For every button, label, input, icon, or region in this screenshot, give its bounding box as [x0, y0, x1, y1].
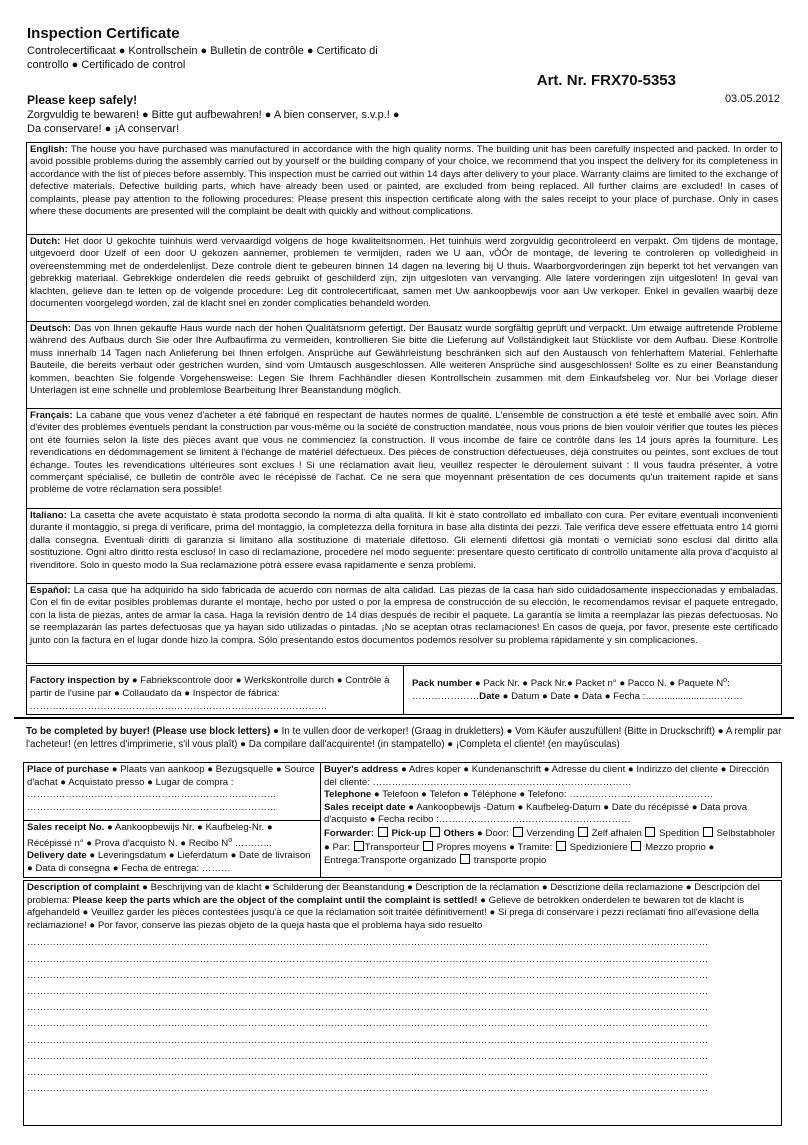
transporte-propio-checkbox[interactable] [460, 854, 470, 864]
complaint-line[interactable]: …………………………………………………………………………………………………………………………………………………………………………………………… [27, 969, 709, 981]
spedizioniere-checkbox[interactable] [556, 841, 566, 851]
notice-francais [27, 409, 781, 509]
complaint-line[interactable]: …………………………………………………………………………………………………………………………………………………………………………………………… [27, 1050, 709, 1062]
delivery-date-label: Delivery date [27, 850, 87, 862]
factory-inspection-field[interactable] [27, 666, 404, 714]
complaint-lines[interactable] [24, 933, 781, 1097]
complaint-label: Description of complaint [27, 882, 140, 893]
sales-receipt-no-dots: ………... [232, 837, 272, 849]
others-checkbox[interactable] [430, 827, 440, 837]
spedizioniere-label: Spedizioniere [566, 841, 631, 853]
sales-receipt-no-text: ● Aankoopbewijs Nr. ● Kaufbeleg-Nr. ● Récépissé n° ● Prova d'acquisto N. ● Recibo N [27, 822, 273, 849]
factory-inspection-text: ● Fabriekscontrole door ● Werkskontrolle durch ● Contrôle à partir de l'usine par ● Collaudato da ● Inspector de fábrica: [30, 675, 390, 699]
verzending-checkbox[interactable] [513, 827, 523, 837]
pack-number-text: ● Pack Nr. ● Pack Nr.● Packet n° ● Pacco N. ● Paquete N [472, 678, 724, 690]
notice-label: Dutch: [30, 236, 61, 247]
notice-text: Het door U gekochte tuinhuis werd vervaardigd volgens de hoge kwaliteitsnormen. Het tuinhuis werd zorgvuldig gecontroleerd en verpakt. Om tijdens de montage, uitgevoerd door Uzelf of een door U gekozen aannemer, problemen te vermijden, raden we U aan, vÓÓr de montage, de levering te controleren op volledigheid in overeenstemming met de onderdelenlijst. Deze controle dient te gebeuren binnen 14 dagen na levering bij U thuis. Waarborgvorderingen zijn beperkt tot het vervangen van gebrekkig materiaal. Gebrekkige onderdelen die reeds gebruikt of geschilderd zijn, zijn uitgesloten van vervanging. Alle latere vorderingen zijn uitgesloten! In geval van klachten, gelieve dan te letten op de volgende procedure: Leg dit controlecertificaat, samen met Uw aankoopbewijs voor aan Uw verkoper. Enkel in gevallen waarbij deze documenten voorgelegd worden, zal de klacht snel en zonder complicaties behandeld worden. [30, 236, 778, 310]
sales-receipt-no-sup: o [228, 836, 233, 844]
notice-text: La cabane que vous venez d'acheter a été fabriqué en respectant de hautes normes de qualité. L'ensemble de construction a été testé et emballé avec soin. Afin d'éviter des problèmes éventuels pendant la construction par vous-même ou la société de construction mandatée, nous vous prions de bien vouloir vérifier que toutes les pièces ont été fournies selon la liste des pièces avant que vous ne commenciez la construction. Il vous incombe de faire ce contrôle dans les 14 jours après la fourniture. Les revendications en dédommagement se limitent à l'échange de matériel défectueux. Des pièces de construction défectueuses, déjà construites ou peintes, sont exclues de tout échange. Toutes les revendications ultérieures sont exclues ! Si une réclamation avait lieu, veuillez respecter le déroulement suivant : Il vous faudra présenter, à votre commerçant spécialisé, ce bulletin de contrôle avec le récépissé de l'achat. Ce ne sera que moyennant présentation de ces documents qu'un traitement rapide et sans problème de votre réclamation sera possible! [30, 410, 778, 496]
pack-date-line [412, 690, 777, 703]
factory-inspection-dots: ………………………………………………………………………………… [30, 701, 328, 712]
complaint-line[interactable]: …………………………………………………………………………………………………………………………………………………………………………………………… [27, 1034, 709, 1046]
pack-number-label: Pack number [412, 678, 473, 690]
pack-number-colon: : [727, 678, 730, 690]
sales-receipt-date-text: ● Aankoopbewijs -Datum ● Kaufbeleg-Datum ● Date du récépissé ● Data prova d'acquisto ● Fecha recibo :…………………………………………………… [324, 801, 748, 826]
purchase-column [24, 763, 321, 877]
sales-receipt-date-label: Sales receipt date [324, 801, 406, 813]
buyer-instructions [26, 725, 782, 751]
notice-label: English: [30, 144, 68, 155]
notice-espanol [27, 584, 781, 663]
mezzo-proprio-label: Mezzo proprio ● Entrega:Transporte organizado [324, 841, 715, 867]
complaint-line[interactable]: …………………………………………………………………………………………………………………………………………………………………………………………… [27, 1083, 709, 1095]
complaint-line[interactable]: …………………………………………………………………………………………………………………………………………………………………………………………… [27, 937, 709, 949]
factory-inspection-box [26, 665, 782, 715]
buyer-column [321, 763, 781, 877]
article-number: Art. Nr. FRX70-5353 [536, 72, 676, 89]
notice-label: Italiano: [30, 510, 67, 521]
document-date: 03.05.2012 [724, 93, 780, 105]
propres-moyens-label: Propres moyens ● Tramite: [433, 841, 555, 853]
notice-label: Français: [30, 410, 73, 421]
sales-receipt-no-label: Sales receipt No. [27, 822, 105, 833]
place-of-purchase-field[interactable] [24, 763, 320, 821]
page-subtitle: Controlecertificaat ● Kontrollschein ● Bulletin de contrôle ● Certificato di controllo ● Certificado de control [27, 45, 378, 71]
selbstabholer-label: Selbstabholer ● Par: [324, 827, 776, 853]
complaint-keep-parts: Please keep the parts which are the object of the complaint until the complaint is settled! [72, 894, 478, 906]
language-notices [26, 142, 782, 664]
zelf-afhalen-checkbox[interactable] [578, 827, 588, 837]
buyer-details-box [23, 762, 782, 878]
door-text: ● Door: [474, 827, 512, 839]
notice-text: The house you have purchased was manufactured in accordance with the high quality norms. The building unit has been carefully inspected and packed. In order to avoid possible problems during the assembly carried out by yourself or the building company of your choice, we recommend that you inspect the delivery for its completeness in accordance with the list of pieces before assembly. This inspection must be carried out within 14 days after delivery to your place. Warranty claims are limited to the exchange of defective materials. Defective building parts, which have already been used or painted, are excluded from being replaced. All further claims are excluded! In cases of complaints, please pay attention to the following procedures: Please present this inspection certificate along with the sales receipt to your place of purchase. Only in cases where these documents are presented will the complaint be dealt with quickly and without complications. [30, 144, 778, 218]
page-title: Inspection Certificate [27, 25, 180, 42]
complaint-heading [24, 881, 781, 933]
complaint-line[interactable]: …………………………………………………………………………………………………………………………………………………………………………………………… [27, 1018, 709, 1030]
notice-label: Deutsch: [30, 323, 72, 334]
complaint-line[interactable]: …………………………………………………………………………………………………………………………………………………………………………………………… [27, 1002, 709, 1014]
others-label: Others [440, 827, 475, 839]
divider [14, 717, 794, 719]
zelf-afhalen-label: Zelf afhalen [589, 827, 645, 839]
transporteur-label: Transporteur [364, 841, 422, 853]
buyer-instructions-text: ● In te vullen door de verkoper! (Graag in drukletters) ● Vom Käufer auszufüllen! (Bitte in Druckschrift) ● A remplir par l'acheteur! (en lettres d'imprimerie, s'il vous plaît) ● Da compilare dall'acquirente! (in stampatello) ● ¡Completa el cliente! (en mayúsculas) [26, 726, 782, 750]
telephone-text: ● Telefoon ● Telefon ● Téléphone ● Telefono: ……………………………………… [371, 789, 714, 801]
notice-deutsch [27, 322, 781, 409]
transporteur-checkbox[interactable] [354, 841, 364, 851]
forwarder-options [324, 828, 775, 866]
place-of-purchase-label: Place of purchase [27, 764, 110, 775]
notice-text: La casetta che avete acquistato è stata prodotta secondo la norma di alta qualità. Il kit è stato controllato ed imballato con cura. Per evitare eventuali inconvenienti durante il montaggio, si prega di verificare, prima del montaggio, la completezza della fornitura in base alla distinta dei pezzi. Tale verifica deve essere effettuata entro 14 giorni dalla consegna. Eventuali diritti di garanzia si limitano alla sostituzione di materiale difettoso. Gli elementi difettosi già montati o verniciati sono esclusi dal diritto alla sostituzione. Ogni altro diritto resta escluso! In caso di reclamazione, procedere nel modo seguente: presentare questo certificato di controllo unitamente alla prova d'acquisto al rivenditore. Solo in questo modo la Sua reclamazione potrà essere evasa rapidamente e senza problemi. [30, 510, 778, 571]
keep-safely-heading: Please keep safely! [27, 93, 138, 107]
propres-moyens-checkbox[interactable] [423, 841, 433, 851]
pack-date-dots: ……...............………… [645, 691, 743, 703]
buyer-address-label: Buyer's address [324, 764, 399, 775]
pack-number-field[interactable] [404, 666, 781, 714]
factory-inspection-label: Factory inspection by [30, 675, 130, 686]
complaint-text: ● Beschrijving van de klacht ● Schilderung der Beanstandung ● Description de la réclamation ● Descrizione della reclamazione ● Descripción del problema: [27, 882, 760, 906]
place-of-purchase-dots: …………………………………………………………………… [27, 801, 277, 813]
transporte-propio-label: transporte propio [471, 855, 547, 867]
complaint-translations: ● Gelieve de betrokken onderdelen te bewaren tot de klacht is afgehandeld ● Veuillez garder les pièces contestées jusqu'à ce que la réclamation soit traitée définitivement! ● Si prega di conservare i pezzi reclamati fino all'evasione della reclamazione! ● Por favor, conserve las piezas objeto de la queja hasta que el problema haya sido resuelto [27, 894, 759, 931]
receipt-delivery-fields[interactable] [24, 821, 320, 876]
place-of-purchase-text: ● Plaats van aankoop ● Bezugsquelle ● Source d'achat ● Acquistato presso ● Lugar de compra : [27, 764, 315, 788]
delivery-date-text: ● Leveringsdatum ● Lieferdatum ● Date de livraison ● Data di consegna ● Fecha de entrega: ……… [27, 850, 311, 874]
telephone-label: Telephone [324, 789, 372, 801]
notice-english [27, 143, 781, 235]
complaint-line[interactable]: …………………………………………………………………………………………………………………………………………………………………………………………… [27, 1067, 709, 1078]
complaint-line[interactable]: …………………………………………………………………………………………………………………………………………………………………………………………… [27, 985, 709, 997]
complaint-line[interactable]: …………………………………………………………………………………………………………………………………………………………………………………………… [27, 953, 709, 965]
buyer-address-text: ● Adres koper ● Kundenanschrift ● Adresse du client ● Indirizzo del cliente ● Dirección del cliente: ……………………………………………………………………… [324, 764, 770, 788]
selbstabholer-checkbox[interactable] [703, 827, 713, 837]
notice-text: Das von Ihnen gekaufte Haus wurde nach der hohen Qualitätsnorm gefertigt. Der Bausatz wurde sorgfältig geprüft und verpackt. Um etwaige auftretende Probleme während des Aufbaus durch Sie oder Ihre Aufbaufirma zu vermeiden, kontrollieren Sie bitte die Lieferung auf Vollständigkeit laut Stückliste vor dem Aufbau. Diese Kontrolle muss innerhalb 14 Tagen nach Anlieferung bei Ihnen erfolgen. Ansprüche auf Gewährleistung beschränken sich auf den Austausch von fehlerhaftem Material. Fehlerhafte Bauteile, die bereits verbaut oder gestrichen wurden, sind vom Umtausch ausgeschlossen. Alle weiteren Ansprüche sind ausgeschlossen! Sollte es zu einer Beanstandung kommen, beachten Sie folgende Vorgehensweise: Legen Sie Ihrem Fachhändler diesen Kontrollschein zusammen mit dem Einkaufsbeleg vor. Nur bei Vorlage dieser Unterlagen ist eine schnelle und problemlose Bearbeitung Ihrer Beanstandung möglich. [30, 323, 778, 397]
pack-date-text: ● Datum ● Date ● Data ● Fecha : [499, 691, 646, 703]
notice-italiano [27, 509, 781, 584]
buyer-fields[interactable] [321, 763, 781, 869]
pack-number-dots: ………………… [412, 691, 480, 703]
keep-safely-translations: Zorgvuldig te bewaren! ● Bitte gut aufbewahren! ● A bien conserver, s.v.p.! ● Da conservare! ● ¡A conservar! [27, 109, 400, 135]
complaint-box [23, 880, 782, 1126]
verzending-label: Verzending [523, 827, 577, 839]
forwarder-label: Forwarder: [324, 827, 375, 839]
buyer-instructions-label: To be completed by buyer! (Please use block letters) [26, 726, 271, 737]
pickup-label: Pick-up [388, 827, 427, 839]
spedition-checkbox[interactable] [645, 827, 655, 837]
place-of-purchase-dots: …………………………………………………………………… [27, 789, 277, 801]
pack-date-label: Date [479, 691, 500, 703]
mezzo-proprio-checkbox[interactable] [631, 841, 641, 851]
spedition-label: Spedition [656, 827, 702, 839]
notice-dutch [27, 235, 781, 322]
pack-number-sup: o [723, 677, 728, 684]
notice-label: Español: [30, 585, 71, 596]
pickup-checkbox[interactable] [378, 827, 388, 837]
notice-text: La casa que ha adquirido ha sido fabricada de acuerdo con normas de alta calidad. Las piezas de la casa han sido cuidadosamente inspeccionadas y embaladas. Con el fin de evitar posibles problemas durante el montaje, hecho por usted o por la empresa de construcción de su elección, le recomendamos revisar el paquete entregado, con la lista de piezas, antes de armar la casa. Haga la revisión dentro de 14 días después de recibir el paquete. La garantía se limita a reemplazar las piezas defectuosas. No se reemplazarán las partes defectuosas que ya hayan sido utilizadas o pintadas. ¡No se aceptan otras reclamaciones! En casos de queja, por favor, presente este certificado junto con la factura en el lugar donde hizo la compra. Sólo presentando estos documentos podemos resolver su problema rápidamente y sin complicaciones. [30, 585, 778, 646]
